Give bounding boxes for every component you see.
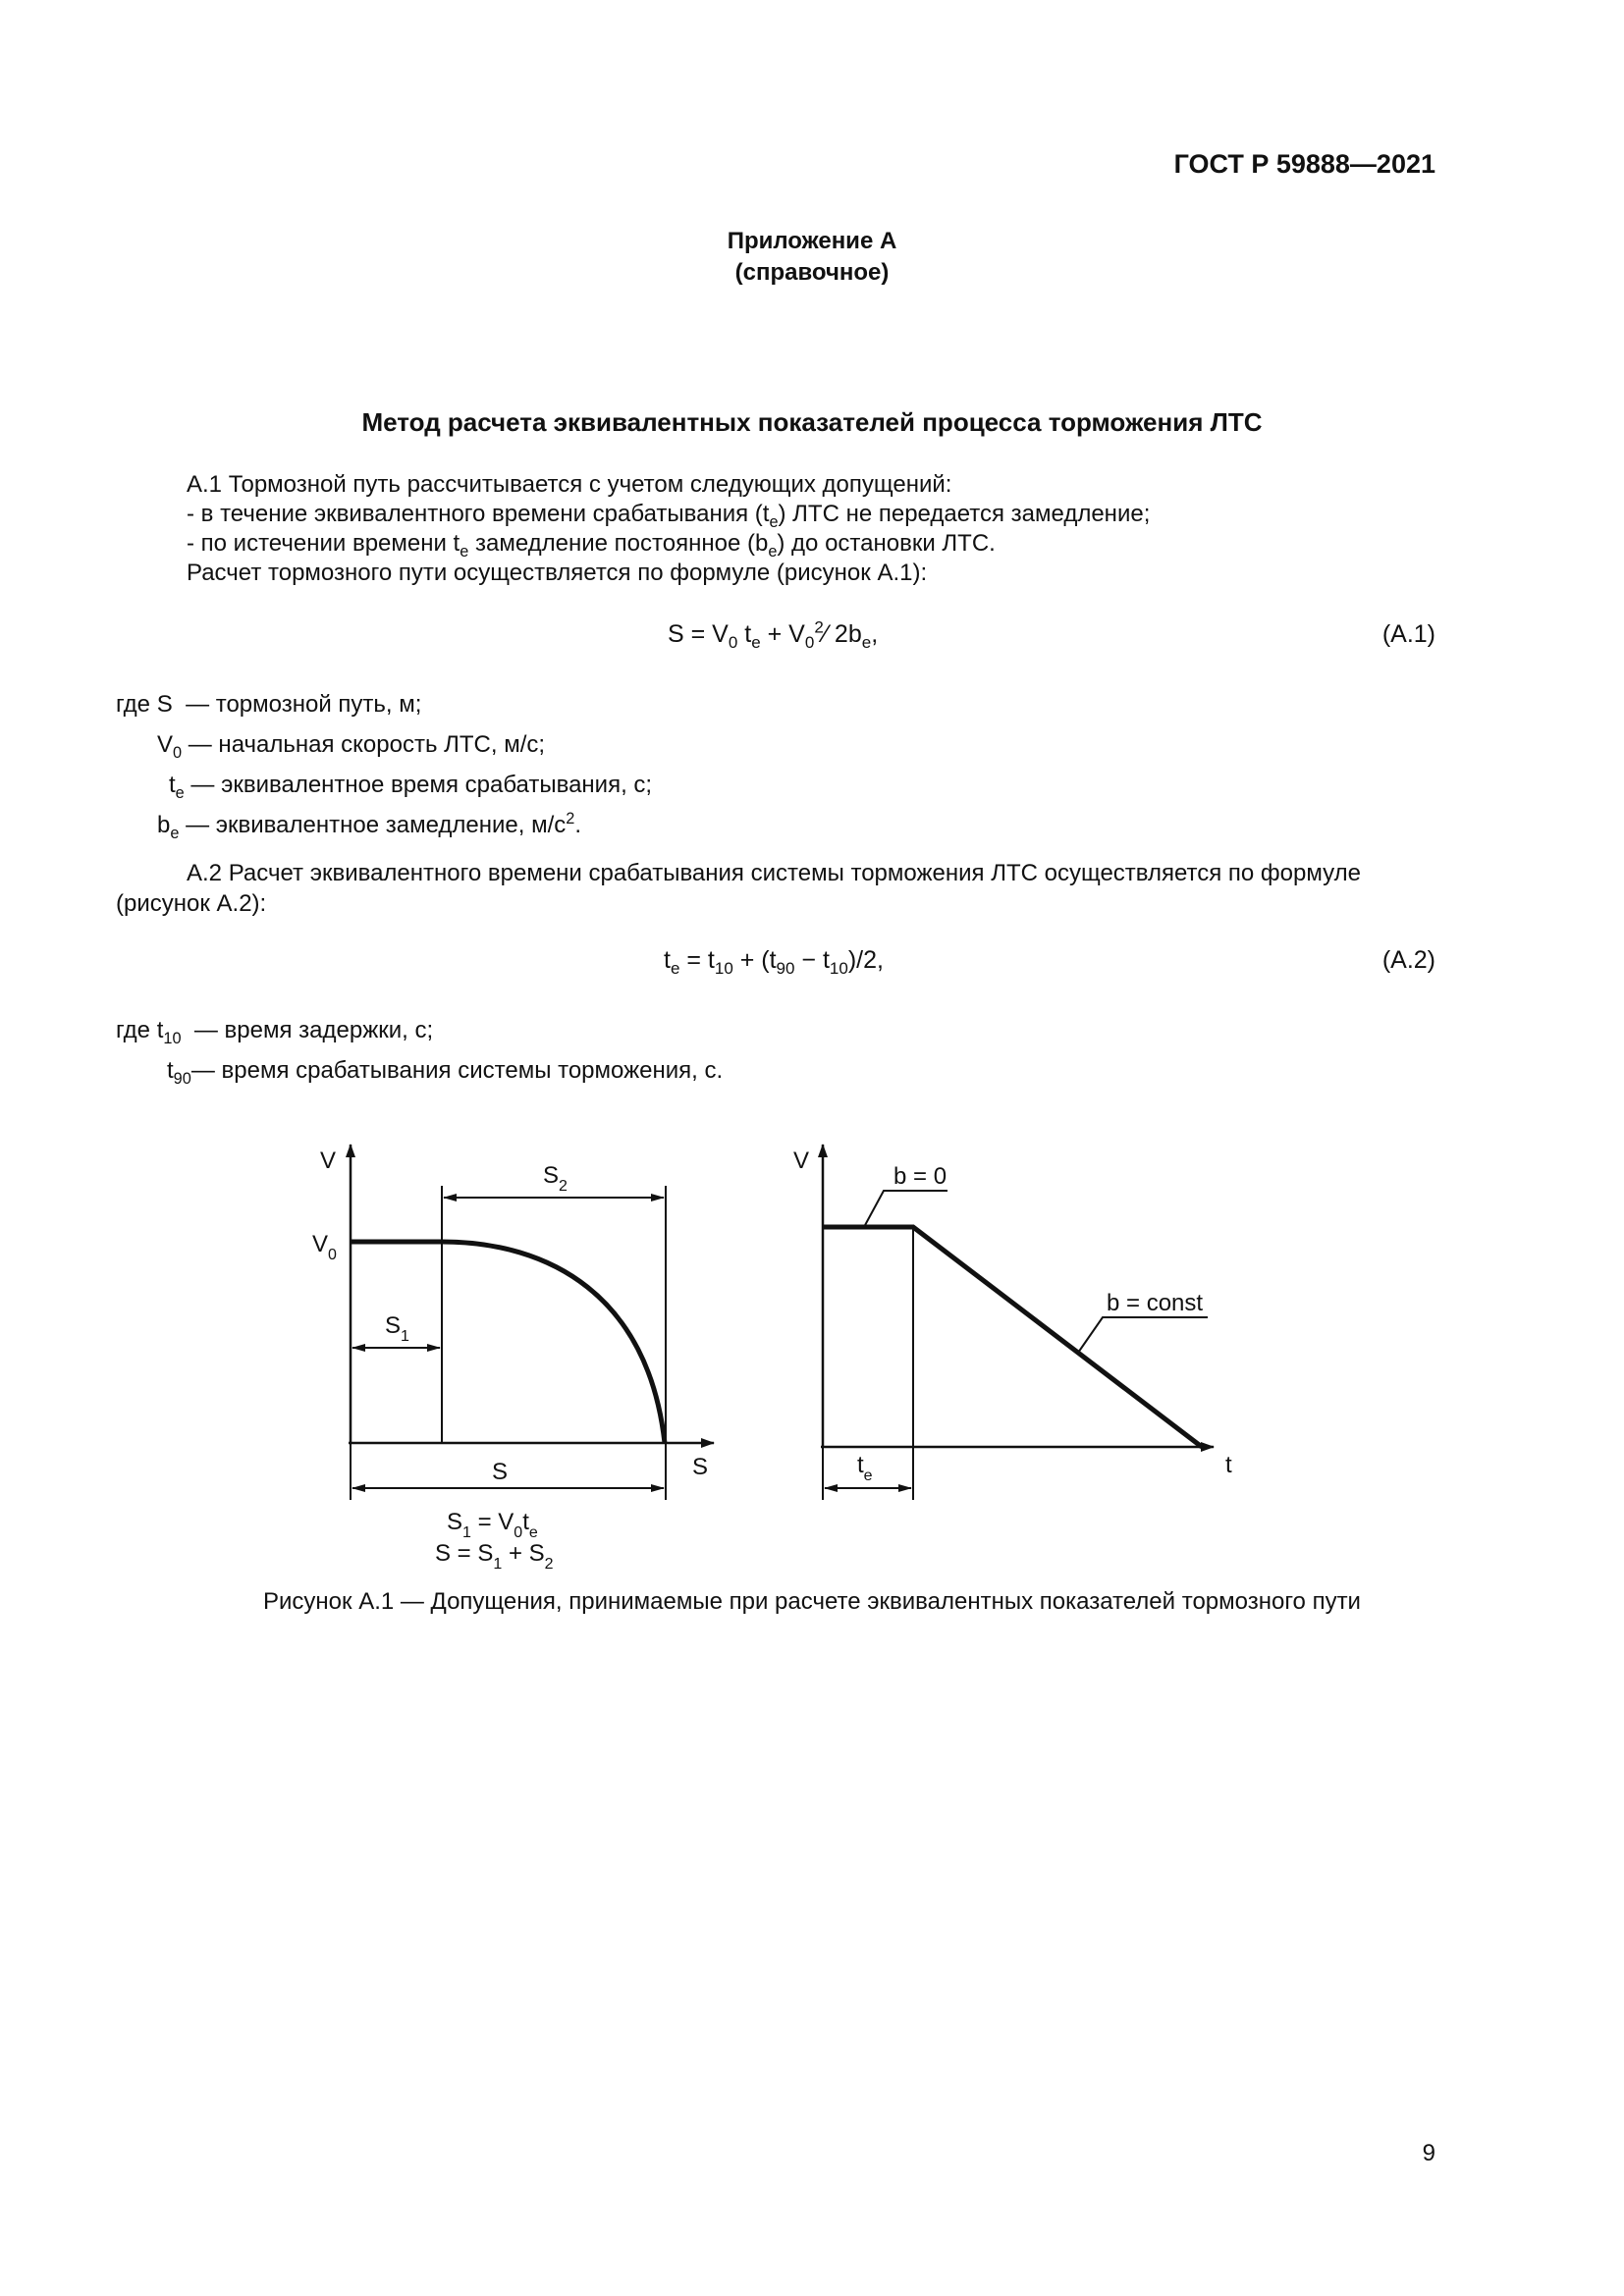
t-axis-label: t — [1225, 1452, 1232, 1478]
formula-a1-number: (А.1) — [1381, 620, 1435, 648]
formula-a2: $t_e = t_{10} + (t_{90} - t_{10})/2$, — [664, 946, 884, 978]
velocity-curve — [351, 1242, 665, 1443]
s1-label: $S_1$ — [385, 1312, 409, 1345]
a1-calc: Расчет тормозного пути осуществляется по формуле (рисунок А.1): — [187, 560, 928, 586]
s-total-label: S — [492, 1459, 509, 1485]
right-diagram — [793, 1145, 1232, 1500]
annex-type: (справочное) — [734, 259, 890, 286]
page-number: 9 — [1422, 2140, 1435, 2166]
a1-bullet-1: - в течение эквивалентного времени срабатывания $(t_e)$ ЛТС не передается замедление; — [187, 501, 1151, 531]
a1-bullet-2: - по истечении времени $t_e$ замедление постоянное $(b_e)$ до остановки ЛТС. — [187, 530, 996, 561]
where-t10: где $t_{10}$ — время задержки, с; — [116, 1017, 434, 1047]
equation-s: $S = S_1 + S_2$ — [435, 1540, 554, 1573]
deceleration-line — [823, 1227, 1202, 1447]
where-v0: $V_0$ — начальная скорость ЛТС, м/с; — [157, 731, 546, 762]
formula-a2-number: (А.2) — [1381, 946, 1435, 974]
section-title: Метод расчета эквивалентных показателей процесса торможения ЛТС — [361, 407, 1263, 437]
s-axis-label: S — [692, 1454, 709, 1480]
document-code: ГОСТ Р 59888—2021 — [1173, 149, 1435, 179]
where-be: $b_e$ — эквивалентное замедление, $м/с^2$. — [157, 810, 582, 842]
where-t90: $t_{90}—$ время срабатывания системы торможения, с. — [167, 1057, 724, 1088]
where-s: где S — тормозной путь, м; — [116, 691, 422, 718]
a2-line-2: (рисунок А.2): — [116, 890, 267, 917]
left-diagram — [312, 1145, 714, 1573]
a2-line-1: А.2 Расчет эквивалентного времени срабатывания системы торможения ЛТС осуществляется по формуле — [187, 860, 1361, 886]
left-v-label: V — [320, 1148, 337, 1174]
equation-s1: $S_1 = V_0t_e$ — [447, 1509, 538, 1541]
a1-intro: А.1 Тормозной путь рассчитывается с учетом следующих допущений: — [187, 471, 952, 498]
formula-a1: $S = V_0$ $t_e$ + $V_0^2⁄$ $2b_e$, — [668, 617, 879, 652]
where-te: $t_e$ — эквивалентное время срабатывания, с; — [169, 772, 653, 802]
b-const-leader — [1078, 1317, 1208, 1353]
b-zero-leader — [864, 1191, 947, 1227]
s2-label: $S_2$ — [543, 1162, 568, 1195]
right-v-label: V — [793, 1148, 810, 1174]
te-label: $t_e$ — [857, 1452, 873, 1484]
b-const-label: b = const — [1107, 1290, 1204, 1316]
b-zero-label: b = 0 — [893, 1163, 947, 1190]
annex-title: Приложение А — [727, 228, 897, 254]
figure-caption: Рисунок А.1 — Допущения, принимаемые при расчете эквивалентных показателей тормозного пути — [263, 1588, 1361, 1615]
v0-label: $V_0$ — [312, 1231, 337, 1263]
